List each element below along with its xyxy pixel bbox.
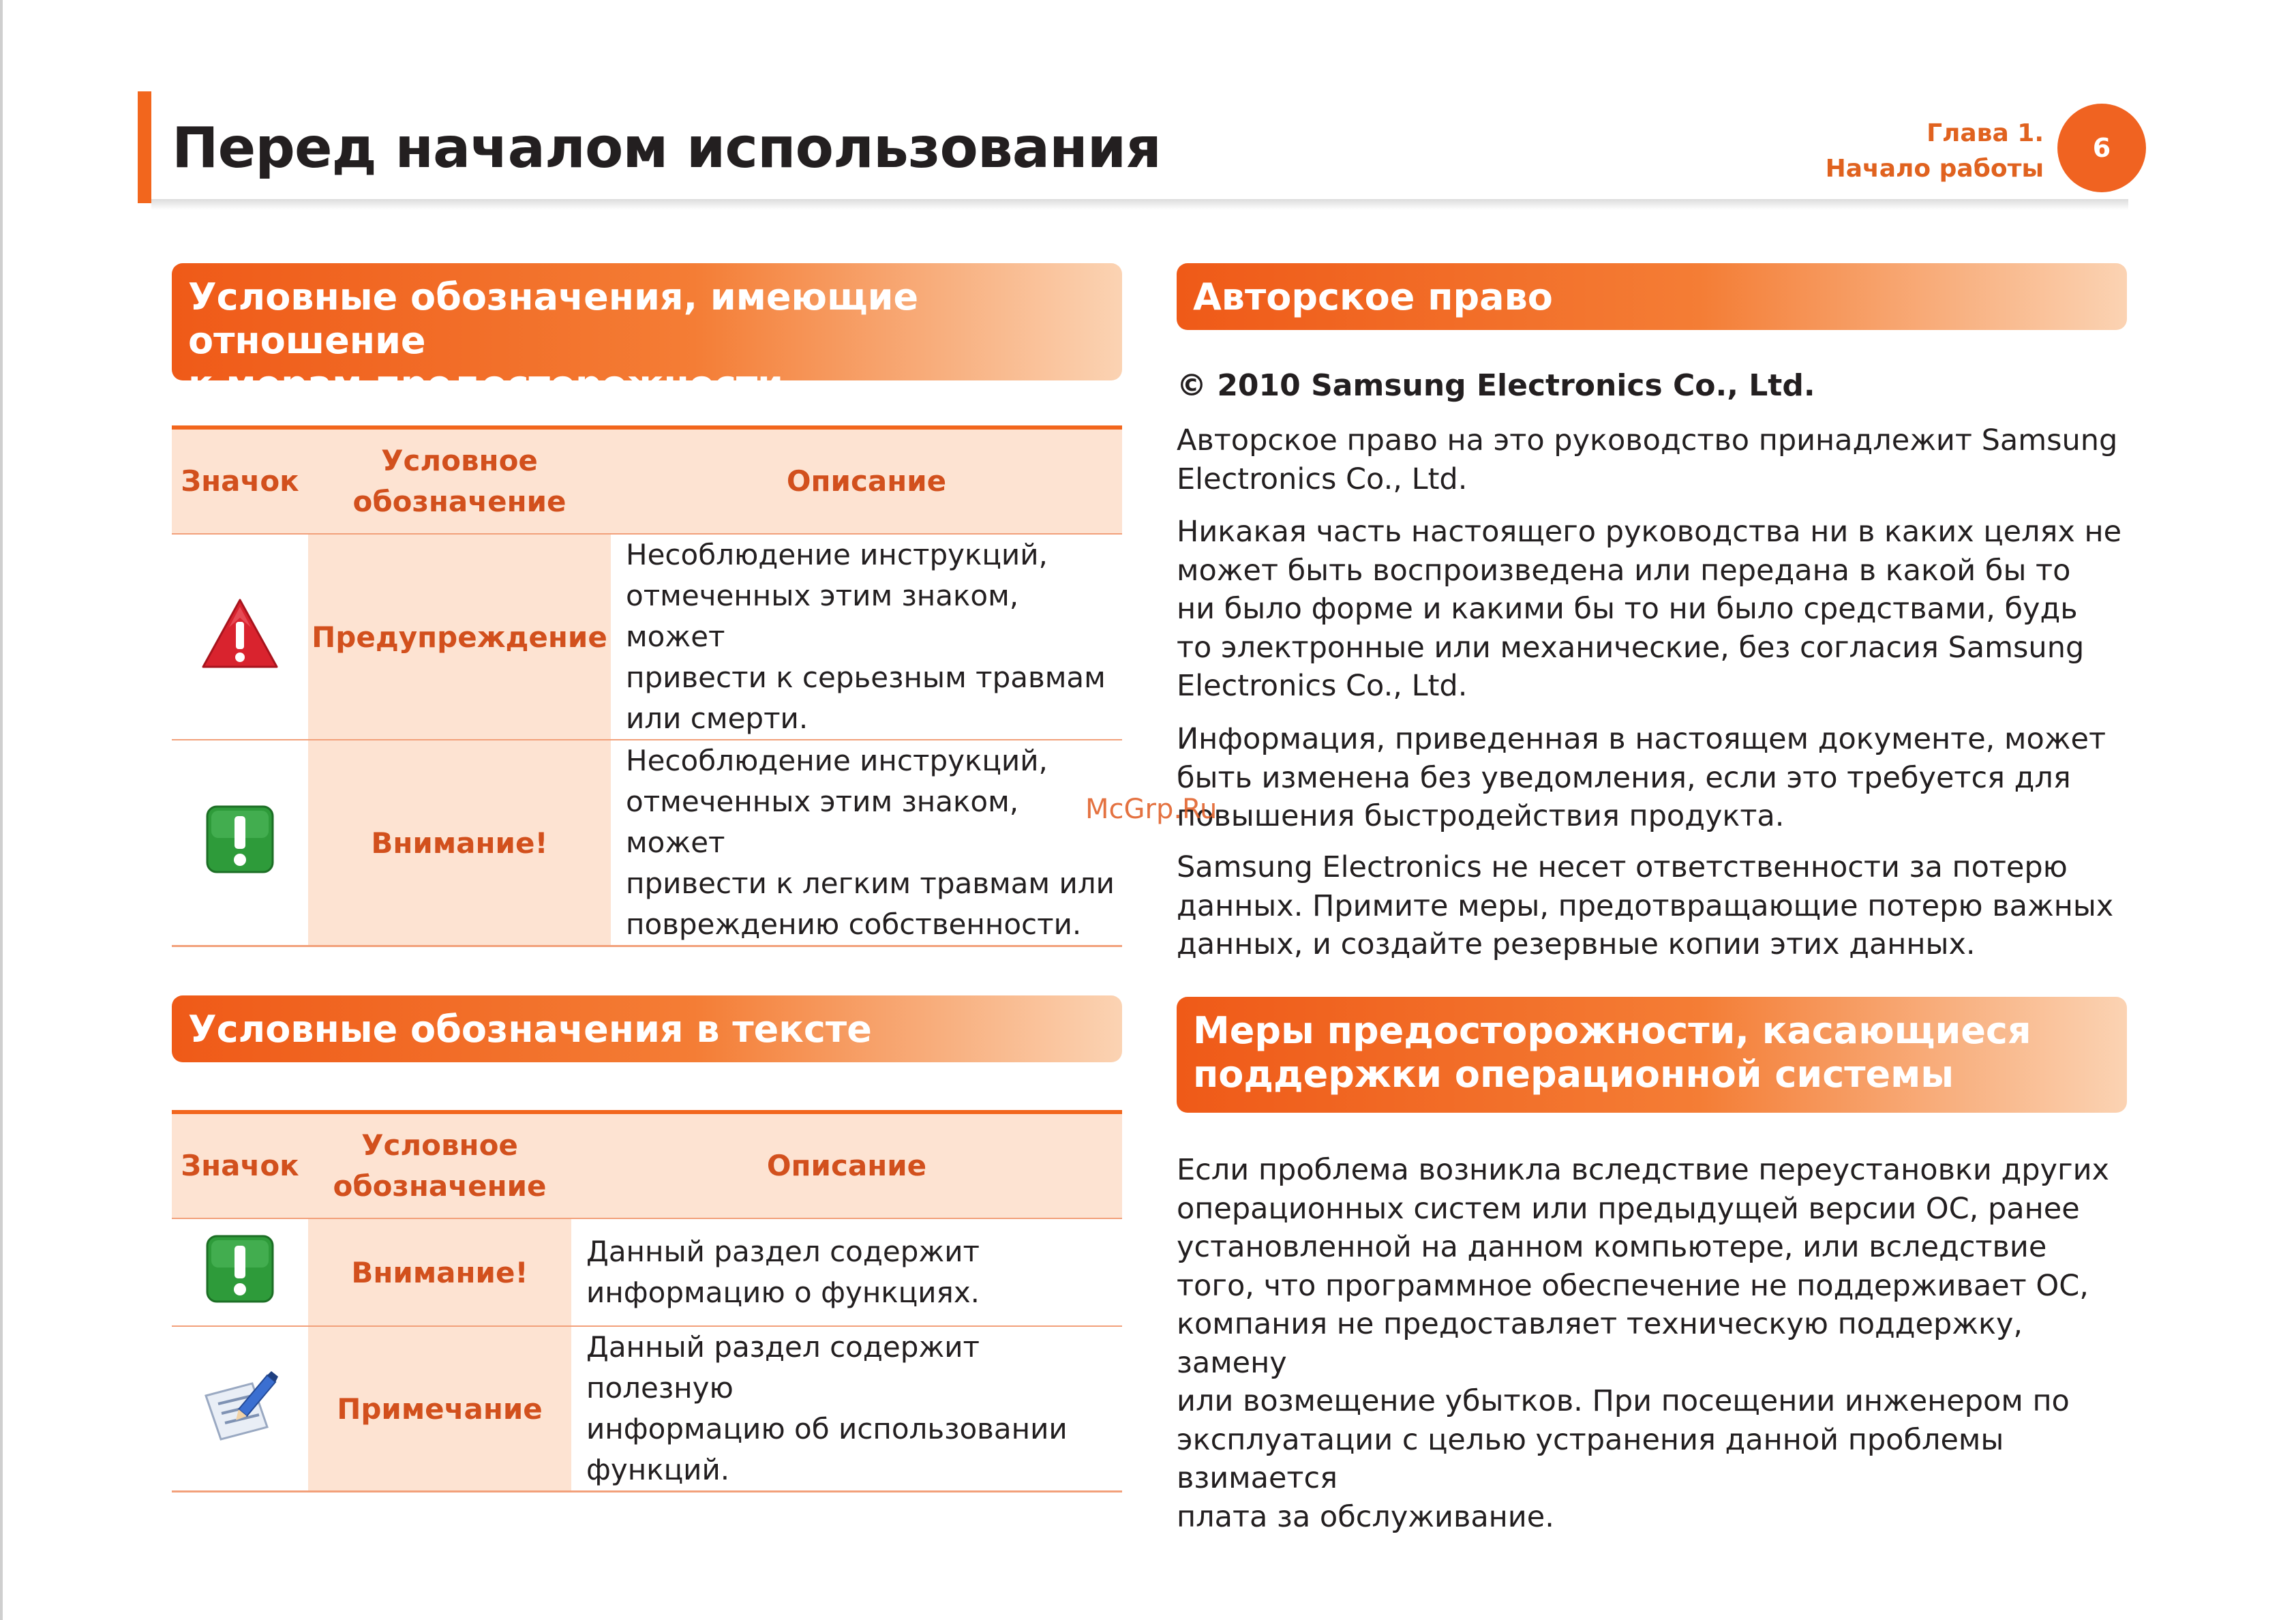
description-line: Данный раздел содержит полезную — [586, 1330, 980, 1405]
paragraph-line: Electronics Co., Ltd. — [1177, 462, 1468, 496]
caution-exclamation-icon — [205, 1233, 275, 1304]
paragraph-line: того, что программное обеспечение не поддерживает ОС, — [1177, 1268, 2089, 1303]
column-header-description: Описание — [611, 427, 1122, 534]
chapter-title: Начало работы — [1825, 155, 2044, 183]
watermark-text: McGrp.Ru — [1085, 794, 1218, 825]
paragraph-line: плата за обслуживание. — [1177, 1499, 1554, 1534]
term-cell: Предупреждение — [308, 534, 611, 740]
paragraph-line: то электронные или механические, без согласия Samsung — [1177, 630, 2085, 665]
warning-triangle-icon — [200, 597, 280, 670]
description-line: Данный раздел содержит — [586, 1235, 980, 1268]
column-header-term-line1: Условное — [381, 444, 538, 477]
paragraph-line: может быть воспроизведена или передана в какой бы то — [1177, 553, 2071, 588]
paragraph-line: данных, и создайте резервные копии этих данных. — [1177, 927, 1976, 961]
table-row — [172, 534, 1122, 740]
page-number-badge: 6 — [2057, 104, 2146, 192]
description-line: повреждению собственности. — [626, 907, 1082, 941]
description-line: или смерти. — [626, 702, 809, 735]
column-header-term — [308, 1112, 571, 1218]
table-row — [172, 1218, 1122, 1326]
column-header-term — [308, 427, 611, 534]
description-cell — [571, 1218, 1122, 1326]
description-line: отмеченных этим знаком, может — [626, 785, 1019, 859]
paragraph-line: или возмещение убытков. При посещении инженером по — [1177, 1384, 2070, 1418]
paragraph-line: установленной на данном компьютере, или вследствие — [1177, 1230, 2047, 1264]
header-divider — [151, 199, 2128, 210]
description-line: Несоблюдение инструкций, — [626, 744, 1048, 777]
paragraph-line: повышения быстродействия продукта. — [1177, 799, 1785, 833]
copyright-paragraph — [1177, 513, 2131, 706]
term-cell: Внимание! — [308, 740, 611, 946]
table-header-row — [172, 427, 1122, 534]
column-header-icon: Значок — [172, 1112, 308, 1218]
description-line: Несоблюдение инструкций, — [626, 538, 1048, 571]
description-line: привести к легким травмам или — [626, 867, 1115, 900]
page-title: Перед началом использования — [172, 116, 1161, 181]
description-line: информацию о функциях. — [586, 1276, 980, 1309]
table-row — [172, 740, 1122, 946]
description-cell — [571, 1326, 1122, 1492]
chapter-label — [1826, 116, 2044, 187]
table-header-row — [172, 1112, 1122, 1218]
icon-cell — [172, 1218, 308, 1326]
paragraph-line: компания не предоставляет техническую поддержку, замену — [1177, 1307, 2023, 1380]
os-support-heading-line1: Меры предосторожности, касающиеся — [1193, 1009, 2031, 1052]
icon-cell — [172, 740, 308, 946]
paragraph-line: данных. Примите меры, предотвращающие потерю важных — [1177, 888, 2114, 923]
precautions-heading-line2: к мерам предосторожности — [188, 363, 783, 406]
description-cell — [611, 740, 1122, 946]
copyright-owner: © 2010 Samsung Electronics Co., Ltd. — [1177, 368, 1815, 403]
description-line: привести к серьезным травмам — [626, 661, 1106, 694]
description-line: информацию об использовании — [586, 1412, 1068, 1445]
paragraph-line: эксплуатации с целью устранения данной проблемы взимается — [1177, 1422, 2004, 1495]
icon-cell — [172, 534, 308, 740]
precautions-heading — [172, 263, 1122, 406]
column-header-term-line1: Условное — [361, 1128, 518, 1162]
paragraph-line: Авторское право на это руководство принадлежит Samsung — [1177, 423, 2118, 457]
paragraph-line: операционных систем или предыдущей версии ОС, ранее — [1177, 1191, 2080, 1226]
page-frame-edge — [0, 0, 3, 1620]
table-row — [172, 1326, 1122, 1492]
paragraph-line: Если проблема возникла вследствие переустановки других — [1177, 1153, 2109, 1187]
caution-exclamation-icon — [205, 804, 275, 875]
column-header-description: Описание — [571, 1112, 1122, 1218]
text-conventions-heading: Условные обозначения в тексте — [172, 995, 1122, 1062]
column-header-term-line2: обозначение — [352, 485, 567, 518]
paragraph-line: ни было форме и какими бы то ни было средствами, будь — [1177, 592, 2078, 626]
note-pen-icon — [199, 1368, 281, 1442]
copyright-paragraph — [1177, 720, 2131, 836]
precautions-table — [172, 425, 1122, 947]
term-cell: Примечание — [308, 1326, 571, 1492]
os-support-heading-line2: поддержки операционной системы — [1193, 1053, 1954, 1096]
paragraph-line: Никакая часть настоящего руководства ни в каких целях не — [1177, 515, 2122, 549]
column-header-term-line2: обозначение — [333, 1169, 547, 1203]
copyright-paragraph — [1177, 421, 2131, 498]
description-line: функций. — [586, 1453, 730, 1486]
term-cell: Внимание! — [308, 1218, 571, 1326]
icon-cell — [172, 1326, 308, 1492]
chapter-number: Глава 1. — [1927, 119, 2044, 147]
description-line: отмеченных этим знаком, может — [626, 579, 1019, 653]
description-cell — [611, 534, 1122, 740]
precautions-heading-line1: Условные обозначения, имеющие отношение — [188, 275, 919, 362]
column-header-icon: Значок — [172, 427, 308, 534]
os-support-paragraph — [1177, 1151, 2131, 1536]
copyright-heading: Авторское право — [1177, 263, 2127, 330]
text-conventions-table — [172, 1110, 1122, 1492]
paragraph-line: Electronics Co., Ltd. — [1177, 669, 1468, 703]
paragraph-line: Информация, приведенная в настоящем документе, может — [1177, 722, 2106, 756]
copyright-paragraph — [1177, 848, 2131, 964]
header-accent-bar — [138, 91, 151, 203]
paragraph-line: Samsung Electronics не несет ответственности за потерю — [1177, 850, 2068, 884]
os-support-heading — [1177, 997, 2127, 1113]
paragraph-line: быть изменена без уведомления, если это требуется для — [1177, 760, 2071, 795]
